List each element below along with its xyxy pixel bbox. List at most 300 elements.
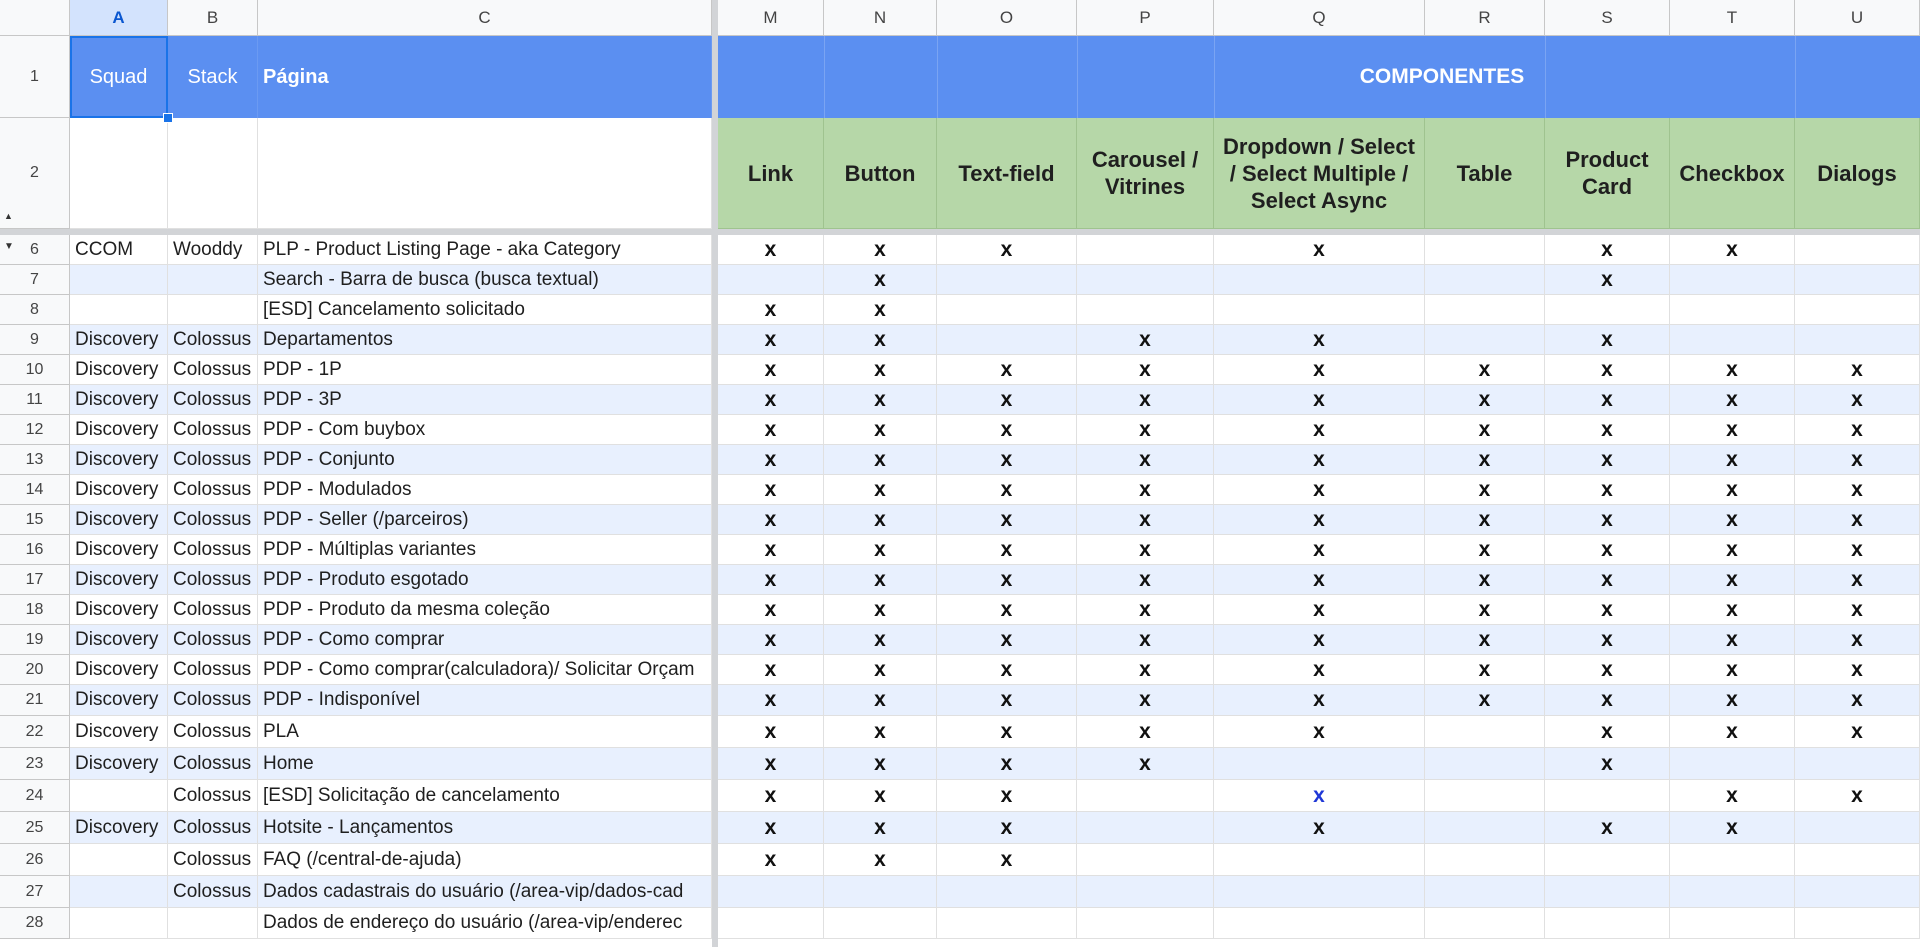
component-cell-t[interactable] (1670, 385, 1795, 415)
component-cell-p[interactable] (1077, 415, 1214, 445)
component-cell-s[interactable] (1545, 685, 1670, 716)
component-cell-u[interactable] (1795, 385, 1920, 415)
header-stack-cell[interactable] (168, 36, 258, 118)
component-cell-q[interactable] (1214, 908, 1425, 939)
component-cell-p[interactable] (1077, 716, 1214, 748)
header-row2-blank-a[interactable] (70, 118, 168, 229)
pagina-cell[interactable] (258, 325, 712, 355)
component-cell-r[interactable] (1425, 780, 1545, 812)
squad-cell[interactable] (70, 780, 168, 812)
component-cell-u[interactable] (1795, 565, 1920, 595)
component-cell-o[interactable] (937, 716, 1077, 748)
stack-cell[interactable] (168, 355, 258, 385)
pagina-cell[interactable] (258, 565, 712, 595)
pagina-cell[interactable] (258, 716, 712, 748)
column-header-n[interactable]: N (824, 0, 937, 36)
component-cell-p[interactable] (1077, 655, 1214, 685)
component-cell-p[interactable] (1077, 685, 1214, 716)
component-cell-o[interactable] (937, 685, 1077, 716)
component-cell-s[interactable] (1545, 876, 1670, 908)
row-header-24[interactable]: 24 (0, 780, 70, 812)
squad-cell[interactable] (70, 748, 168, 780)
row-header-1[interactable]: 1 (0, 36, 70, 118)
pagina-cell[interactable] (258, 812, 712, 844)
squad-cell[interactable] (70, 325, 168, 355)
component-cell-r[interactable] (1425, 748, 1545, 780)
component-cell-s[interactable] (1545, 655, 1670, 685)
component-cell-q[interactable] (1214, 505, 1425, 535)
component-cell-r[interactable] (1425, 812, 1545, 844)
component-cell-p[interactable] (1077, 325, 1214, 355)
component-cell-r[interactable] (1425, 908, 1545, 939)
component-cell-u[interactable] (1795, 325, 1920, 355)
component-cell-q[interactable] (1214, 812, 1425, 844)
component-cell-o[interactable] (937, 505, 1077, 535)
stack-cell[interactable] (168, 565, 258, 595)
component-cell-m[interactable] (718, 415, 824, 445)
component-cell-u[interactable] (1795, 415, 1920, 445)
component-cell-p[interactable] (1077, 565, 1214, 595)
component-cell-m[interactable] (718, 535, 824, 565)
component-cell-r[interactable] (1425, 235, 1545, 265)
stack-cell[interactable] (168, 325, 258, 355)
component-cell-q[interactable] (1214, 595, 1425, 625)
pagina-cell[interactable] (258, 685, 712, 716)
component-header-carousel-vitrines[interactable] (1077, 118, 1214, 229)
column-header-c[interactable]: C (258, 0, 712, 36)
squad-cell[interactable] (70, 415, 168, 445)
component-cell-o[interactable] (937, 908, 1077, 939)
component-cell-s[interactable] (1545, 415, 1670, 445)
component-cell-t[interactable] (1670, 265, 1795, 295)
component-cell-q[interactable] (1214, 716, 1425, 748)
component-cell-n[interactable] (824, 748, 937, 780)
component-cell-u[interactable] (1795, 265, 1920, 295)
component-header-dialogs[interactable] (1795, 118, 1920, 229)
component-cell-p[interactable] (1077, 295, 1214, 325)
squad-cell[interactable] (70, 625, 168, 655)
row-header-17[interactable]: 17 (0, 565, 70, 595)
component-cell-u[interactable] (1795, 844, 1920, 876)
component-cell-n[interactable] (824, 876, 937, 908)
stack-cell[interactable] (168, 812, 258, 844)
squad-cell[interactable] (70, 505, 168, 535)
stack-cell[interactable] (168, 655, 258, 685)
stack-cell[interactable] (168, 265, 258, 295)
component-cell-u[interactable] (1795, 876, 1920, 908)
component-cell-q[interactable] (1214, 685, 1425, 716)
component-cell-n[interactable] (824, 265, 937, 295)
component-cell-n[interactable] (824, 908, 937, 939)
component-cell-n[interactable] (824, 685, 937, 716)
pagina-cell[interactable] (258, 415, 712, 445)
component-cell-r[interactable] (1425, 685, 1545, 716)
pagina-cell[interactable] (258, 748, 712, 780)
component-cell-u[interactable] (1795, 235, 1920, 265)
component-cell-u[interactable] (1795, 475, 1920, 505)
component-cell-t[interactable] (1670, 355, 1795, 385)
stack-cell[interactable] (168, 685, 258, 716)
component-cell-o[interactable] (937, 812, 1077, 844)
row-header-7[interactable]: 7 (0, 265, 70, 295)
component-cell-n[interactable] (824, 325, 937, 355)
component-cell-s[interactable] (1545, 385, 1670, 415)
component-cell-p[interactable] (1077, 812, 1214, 844)
pagina-cell[interactable] (258, 844, 712, 876)
component-cell-o[interactable] (937, 415, 1077, 445)
component-cell-m[interactable] (718, 355, 824, 385)
component-cell-m[interactable] (718, 908, 824, 939)
component-cell-u[interactable] (1795, 595, 1920, 625)
component-cell-r[interactable] (1425, 505, 1545, 535)
row-header-9[interactable]: 9 (0, 325, 70, 355)
component-cell-n[interactable] (824, 595, 937, 625)
component-cell-o[interactable] (937, 780, 1077, 812)
component-cell-u[interactable] (1795, 625, 1920, 655)
component-cell-t[interactable] (1670, 685, 1795, 716)
pagina-cell[interactable] (258, 295, 712, 325)
component-cell-q[interactable] (1214, 475, 1425, 505)
component-cell-t[interactable] (1670, 716, 1795, 748)
row-header-8[interactable]: 8 (0, 295, 70, 325)
pagina-cell[interactable] (258, 355, 712, 385)
component-cell-u[interactable] (1795, 685, 1920, 716)
pagina-cell[interactable] (258, 265, 712, 295)
component-cell-p[interactable] (1077, 445, 1214, 475)
component-cell-m[interactable] (718, 385, 824, 415)
stack-cell[interactable] (168, 385, 258, 415)
component-cell-m[interactable] (718, 748, 824, 780)
component-cell-q[interactable] (1214, 565, 1425, 595)
squad-cell[interactable] (70, 445, 168, 475)
component-cell-r[interactable] (1425, 716, 1545, 748)
component-cell-q[interactable] (1214, 355, 1425, 385)
component-cell-t[interactable] (1670, 908, 1795, 939)
component-cell-t[interactable] (1670, 235, 1795, 265)
component-cell-t[interactable] (1670, 475, 1795, 505)
row-header-6[interactable]: 6 (0, 235, 70, 265)
column-header-p[interactable]: P (1077, 0, 1214, 36)
squad-cell[interactable] (70, 716, 168, 748)
squad-cell[interactable] (70, 265, 168, 295)
stack-cell[interactable] (168, 505, 258, 535)
component-cell-m[interactable] (718, 844, 824, 876)
component-cell-t[interactable] (1670, 415, 1795, 445)
row-header-23[interactable]: 23 (0, 748, 70, 780)
component-cell-r[interactable] (1425, 295, 1545, 325)
component-cell-q[interactable] (1214, 325, 1425, 355)
component-cell-s[interactable] (1545, 355, 1670, 385)
component-cell-t[interactable] (1670, 505, 1795, 535)
component-cell-n[interactable] (824, 655, 937, 685)
component-cell-q[interactable] (1214, 876, 1425, 908)
component-cell-m[interactable] (718, 295, 824, 325)
row-header-18[interactable]: 18 (0, 595, 70, 625)
component-cell-u[interactable] (1795, 655, 1920, 685)
stack-cell[interactable] (168, 748, 258, 780)
component-header-text-field[interactable] (937, 118, 1077, 229)
component-cell-n[interactable] (824, 505, 937, 535)
row-header-19[interactable]: 19 (0, 625, 70, 655)
component-cell-s[interactable] (1545, 748, 1670, 780)
stack-cell[interactable] (168, 445, 258, 475)
component-cell-m[interactable] (718, 876, 824, 908)
component-cell-t[interactable] (1670, 812, 1795, 844)
row-header-26[interactable]: 26 (0, 844, 70, 876)
component-cell-t[interactable] (1670, 595, 1795, 625)
component-cell-t[interactable] (1670, 780, 1795, 812)
component-cell-s[interactable] (1545, 505, 1670, 535)
stack-cell[interactable] (168, 295, 258, 325)
component-header-checkbox[interactable] (1670, 118, 1795, 229)
stack-cell[interactable] (168, 475, 258, 505)
component-cell-u[interactable] (1795, 908, 1920, 939)
component-cell-s[interactable] (1545, 716, 1670, 748)
component-cell-s[interactable] (1545, 780, 1670, 812)
component-cell-m[interactable] (718, 235, 824, 265)
component-cell-r[interactable] (1425, 475, 1545, 505)
component-cell-p[interactable] (1077, 625, 1214, 655)
squad-cell[interactable] (70, 812, 168, 844)
pagina-cell[interactable] (258, 876, 712, 908)
pagina-cell[interactable] (258, 535, 712, 565)
squad-cell[interactable] (70, 908, 168, 939)
component-cell-o[interactable] (937, 295, 1077, 325)
component-cell-m[interactable] (718, 780, 824, 812)
component-cell-o[interactable] (937, 385, 1077, 415)
component-cell-n[interactable] (824, 475, 937, 505)
fill-handle[interactable] (163, 113, 173, 123)
component-cell-n[interactable] (824, 844, 937, 876)
column-header-q[interactable]: Q (1214, 0, 1425, 36)
component-cell-u[interactable] (1795, 535, 1920, 565)
component-cell-o[interactable] (937, 235, 1077, 265)
squad-cell[interactable] (70, 876, 168, 908)
pagina-cell[interactable] (258, 908, 712, 939)
stack-cell[interactable] (168, 844, 258, 876)
component-cell-m[interactable] (718, 716, 824, 748)
component-cell-o[interactable] (937, 565, 1077, 595)
component-cell-n[interactable] (824, 780, 937, 812)
component-cell-q[interactable] (1214, 625, 1425, 655)
pagina-cell[interactable] (258, 385, 712, 415)
component-header-link[interactable] (718, 118, 824, 229)
active-cell-selection[interactable] (70, 36, 168, 118)
row-header-16[interactable]: 16 (0, 535, 70, 565)
component-cell-q[interactable] (1214, 265, 1425, 295)
pagina-cell[interactable] (258, 625, 712, 655)
component-cell-r[interactable] (1425, 265, 1545, 295)
collapse-toggle-icon[interactable]: ▲ (4, 211, 13, 221)
squad-cell[interactable] (70, 844, 168, 876)
component-cell-m[interactable] (718, 655, 824, 685)
component-cell-n[interactable] (824, 535, 937, 565)
component-cell-r[interactable] (1425, 415, 1545, 445)
header-pagina-cell[interactable] (258, 36, 712, 118)
component-cell-u[interactable] (1795, 748, 1920, 780)
column-header-a[interactable]: A (70, 0, 168, 36)
component-cell-p[interactable] (1077, 908, 1214, 939)
component-cell-o[interactable] (937, 325, 1077, 355)
component-cell-n[interactable] (824, 812, 937, 844)
component-cell-q[interactable] (1214, 844, 1425, 876)
component-cell-r[interactable] (1425, 355, 1545, 385)
component-cell-n[interactable] (824, 565, 937, 595)
component-cell-r[interactable] (1425, 876, 1545, 908)
component-cell-o[interactable] (937, 844, 1077, 876)
squad-cell[interactable] (70, 385, 168, 415)
component-cell-m[interactable] (718, 812, 824, 844)
column-header-m[interactable]: M (718, 0, 824, 36)
component-cell-s[interactable] (1545, 535, 1670, 565)
stack-cell[interactable] (168, 780, 258, 812)
component-cell-r[interactable] (1425, 385, 1545, 415)
component-cell-m[interactable] (718, 505, 824, 535)
component-cell-u[interactable] (1795, 780, 1920, 812)
pagina-cell[interactable] (258, 445, 712, 475)
component-cell-q[interactable] (1214, 235, 1425, 265)
component-cell-s[interactable] (1545, 235, 1670, 265)
component-cell-s[interactable] (1545, 325, 1670, 355)
component-cell-o[interactable] (937, 748, 1077, 780)
component-cell-t[interactable] (1670, 565, 1795, 595)
column-header-b[interactable]: B (168, 0, 258, 36)
component-header-button[interactable] (824, 118, 937, 229)
group-toggle-icon[interactable]: ▼ (4, 241, 14, 252)
component-cell-p[interactable] (1077, 475, 1214, 505)
component-cell-u[interactable] (1795, 355, 1920, 385)
pagina-cell[interactable] (258, 595, 712, 625)
component-cell-p[interactable] (1077, 505, 1214, 535)
component-cell-o[interactable] (937, 595, 1077, 625)
row-header-13[interactable]: 13 (0, 445, 70, 475)
stack-cell[interactable] (168, 908, 258, 939)
header-row2-blank-c[interactable] (258, 118, 712, 229)
component-cell-u[interactable] (1795, 295, 1920, 325)
column-header-r[interactable]: R (1425, 0, 1545, 36)
component-cell-u[interactable] (1795, 505, 1920, 535)
row-header-2[interactable]: 2 (0, 118, 70, 229)
column-header-t[interactable]: T (1670, 0, 1795, 36)
pagina-cell[interactable] (258, 475, 712, 505)
component-cell-t[interactable] (1670, 625, 1795, 655)
component-cell-n[interactable] (824, 445, 937, 475)
squad-cell[interactable] (70, 685, 168, 716)
row-header-11[interactable]: 11 (0, 385, 70, 415)
component-cell-p[interactable] (1077, 265, 1214, 295)
component-cell-u[interactable] (1795, 445, 1920, 475)
component-cell-o[interactable] (937, 876, 1077, 908)
pagina-cell[interactable] (258, 505, 712, 535)
squad-cell[interactable] (70, 475, 168, 505)
component-cell-s[interactable] (1545, 844, 1670, 876)
squad-cell[interactable] (70, 565, 168, 595)
component-cell-s[interactable] (1545, 265, 1670, 295)
row-header-20[interactable]: 20 (0, 655, 70, 685)
squad-cell[interactable] (70, 355, 168, 385)
component-cell-s[interactable] (1545, 908, 1670, 939)
select-all-corner[interactable] (0, 0, 70, 36)
component-cell-q[interactable] (1214, 295, 1425, 325)
row-header-27[interactable]: 27 (0, 876, 70, 908)
squad-cell[interactable] (70, 235, 168, 265)
stack-cell[interactable] (168, 625, 258, 655)
row-header-12[interactable]: 12 (0, 415, 70, 445)
header-row2-blank-b[interactable] (168, 118, 258, 229)
squad-cell[interactable] (70, 535, 168, 565)
component-cell-m[interactable] (718, 685, 824, 716)
component-cell-r[interactable] (1425, 325, 1545, 355)
component-cell-p[interactable] (1077, 780, 1214, 812)
component-cell-t[interactable] (1670, 535, 1795, 565)
component-cell-p[interactable] (1077, 876, 1214, 908)
component-cell-s[interactable] (1545, 565, 1670, 595)
component-cell-r[interactable] (1425, 565, 1545, 595)
component-cell-p[interactable] (1077, 235, 1214, 265)
component-cell-u[interactable] (1795, 716, 1920, 748)
component-cell-t[interactable] (1670, 445, 1795, 475)
component-cell-r[interactable] (1425, 595, 1545, 625)
stack-cell[interactable] (168, 876, 258, 908)
pagina-cell[interactable] (258, 655, 712, 685)
component-cell-p[interactable] (1077, 595, 1214, 625)
component-cell-q[interactable] (1214, 655, 1425, 685)
component-cell-r[interactable] (1425, 625, 1545, 655)
component-cell-s[interactable] (1545, 625, 1670, 655)
row-header-10[interactable]: 10 (0, 355, 70, 385)
component-cell-o[interactable] (937, 355, 1077, 385)
component-cell-o[interactable] (937, 445, 1077, 475)
component-cell-m[interactable] (718, 595, 824, 625)
stack-cell[interactable] (168, 535, 258, 565)
component-cell-o[interactable] (937, 535, 1077, 565)
component-cell-t[interactable] (1670, 844, 1795, 876)
stack-cell[interactable] (168, 716, 258, 748)
component-cell-u[interactable] (1795, 812, 1920, 844)
component-cell-s[interactable] (1545, 475, 1670, 505)
component-cell-q[interactable] (1214, 748, 1425, 780)
component-cell-t[interactable] (1670, 748, 1795, 780)
component-cell-n[interactable] (824, 415, 937, 445)
component-cell-p[interactable] (1077, 748, 1214, 780)
stack-cell[interactable] (168, 235, 258, 265)
component-cell-m[interactable] (718, 475, 824, 505)
pagina-cell[interactable] (258, 780, 712, 812)
row-header-21[interactable]: 21 (0, 685, 70, 716)
component-cell-s[interactable] (1545, 295, 1670, 325)
component-cell-t[interactable] (1670, 876, 1795, 908)
row-header-22[interactable]: 22 (0, 716, 70, 748)
component-cell-n[interactable] (824, 295, 937, 325)
stack-cell[interactable] (168, 595, 258, 625)
component-cell-q[interactable] (1214, 445, 1425, 475)
row-header-25[interactable]: 25 (0, 812, 70, 844)
component-cell-m[interactable] (718, 565, 824, 595)
row-header-28[interactable]: 28 (0, 908, 70, 939)
stack-cell[interactable] (168, 415, 258, 445)
component-cell-s[interactable] (1545, 595, 1670, 625)
component-cell-r[interactable] (1425, 655, 1545, 685)
squad-cell[interactable] (70, 595, 168, 625)
component-cell-m[interactable] (718, 325, 824, 355)
component-cell-o[interactable] (937, 475, 1077, 505)
column-header-u[interactable]: U (1795, 0, 1920, 36)
component-cell-p[interactable] (1077, 355, 1214, 385)
component-cell-q[interactable] (1214, 415, 1425, 445)
component-cell-n[interactable] (824, 716, 937, 748)
component-cell-o[interactable] (937, 655, 1077, 685)
component-cell-r[interactable] (1425, 445, 1545, 475)
